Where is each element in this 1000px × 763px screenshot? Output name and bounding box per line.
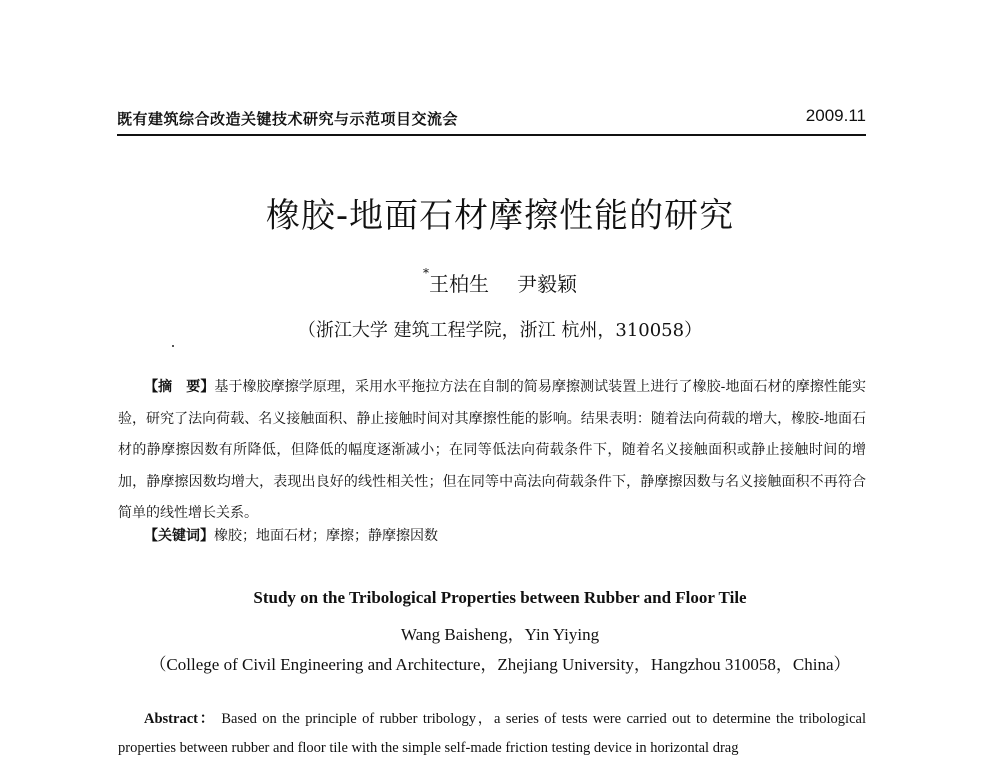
english-abstract [118,705,866,763]
scan-speck [172,345,174,347]
author-1: 王柏生 [429,272,489,296]
keywords-label: 【关键词】 [144,528,214,544]
abstract-cn-text: 基于橡胶摩擦学原理，采用水平拖拉方法在自制的简易摩擦测试装置上进行了橡胶-地面石材的摩擦性能实验，研究了法向荷载、名义接触面积、静止接触时间对其摩擦性能的影响。结果表明：随着法向荷载的增大，橡胶-地面石材的静摩擦因数有所降低，但降低的幅度逐渐减小；在同等低法向荷载条件下，随着名义接触面积或静止接触时间的增加，静摩擦因数均增大，表现出良好的线性相关性；但在同等中高法向荷载条件下，静摩擦因数与名义接触面积不再符合简单的线性增长关系。 [118,379,867,521]
header-rule [117,134,866,136]
english-affiliation: （College of Civil Engineering and Architecture，Zhejiang University，Hangzhou 310058，China） [149,655,851,674]
english-title: Study on the Tribological Properties between Rubber and Floor Tile [253,588,747,607]
abstract-en-label: Abstract： [144,711,216,727]
keywords-text: 橡胶；地面石材；摩擦；静摩擦因数 [214,528,438,544]
english-authors: Wang Baisheng，Yin Yiying [400,625,600,644]
abstract-cn-label: 【摘 要】 [144,379,215,395]
author-2: 尹毅颖 [517,272,577,296]
corresponding-author-marker: * [423,266,429,280]
chinese-keywords [144,525,438,545]
abstract-en-text: Based on the principle of rubber tribology，a series of tests were carried out to determine the tribological properties between rubber and floor tile with the simple self-made friction testing device in horizontal drag [118,711,866,756]
author-line [0,268,1000,297]
conference-name: 既有建筑综合改造关键技术研究与示范项目交流会 [117,110,459,128]
running-header [117,106,866,130]
affiliation: （浙江大学 建筑工程学院，浙江 杭州，310058） [297,320,703,341]
paper-title: 橡胶-地面石材摩擦性能的研究 [265,196,735,236]
header-date: 2009.11 [805,106,866,125]
chinese-abstract [118,372,866,530]
